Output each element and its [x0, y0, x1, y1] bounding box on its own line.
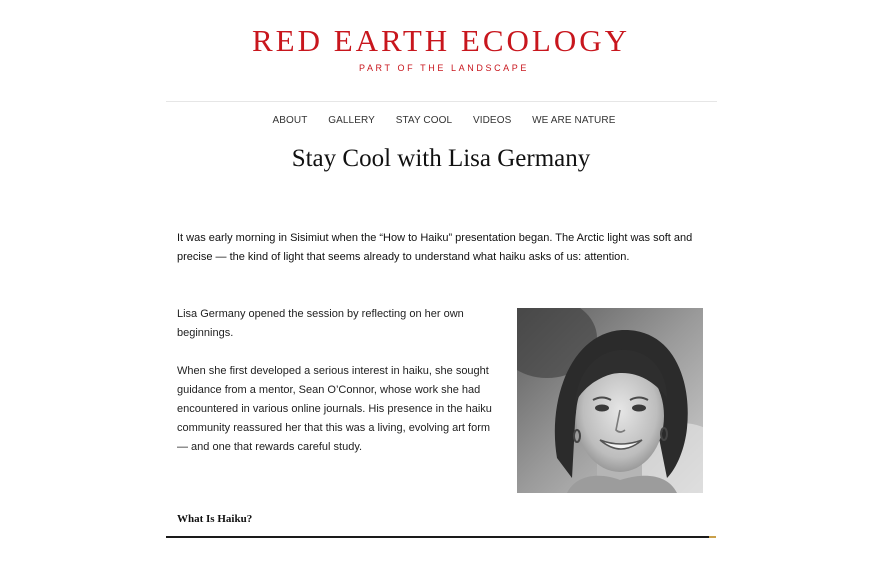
nav-item-videos[interactable]: VIDEOS	[472, 115, 512, 126]
section-divider-accent	[709, 536, 716, 538]
site-title[interactable]: RED EARTH ECOLOGY	[251, 23, 631, 58]
nav-item-gallery[interactable]: GALLERY	[328, 115, 375, 126]
nav-item-we-are-nature[interactable]: WE ARE NATURE	[532, 115, 616, 126]
page-title: Stay Cool with Lisa Germany	[291, 145, 591, 172]
nav-item-about[interactable]: ABOUT	[272, 115, 308, 126]
portrait-photo	[517, 308, 703, 493]
main-nav	[0, 114, 882, 128]
nav-item-stay-cool[interactable]: STAY COOL	[395, 115, 453, 126]
article-intro: It was early morning in Sisimiut when the “How to Haiku” presentation began. The Arctic light was soft and precise — the kind of light that seems already to understand what haiku asks of us: attention.	[177, 232, 693, 263]
article-paragraph: Lisa Germany opened the session by reflecting on her own beginnings.	[177, 308, 464, 339]
article-paragraph: When she first developed a serious interest in haiku, she sought guidance from a mentor, Sean O’Connor, whose work she had encountered in various online journals. His presence in the haiku community reassured her that this was a living, evolving art form — and one that rewards careful study.	[177, 365, 492, 453]
site-tagline: PART OF THE LANDSCAPE	[359, 63, 529, 73]
header-divider	[166, 101, 717, 102]
section-divider	[166, 536, 716, 538]
section-heading: What Is Haiku?	[177, 513, 253, 525]
